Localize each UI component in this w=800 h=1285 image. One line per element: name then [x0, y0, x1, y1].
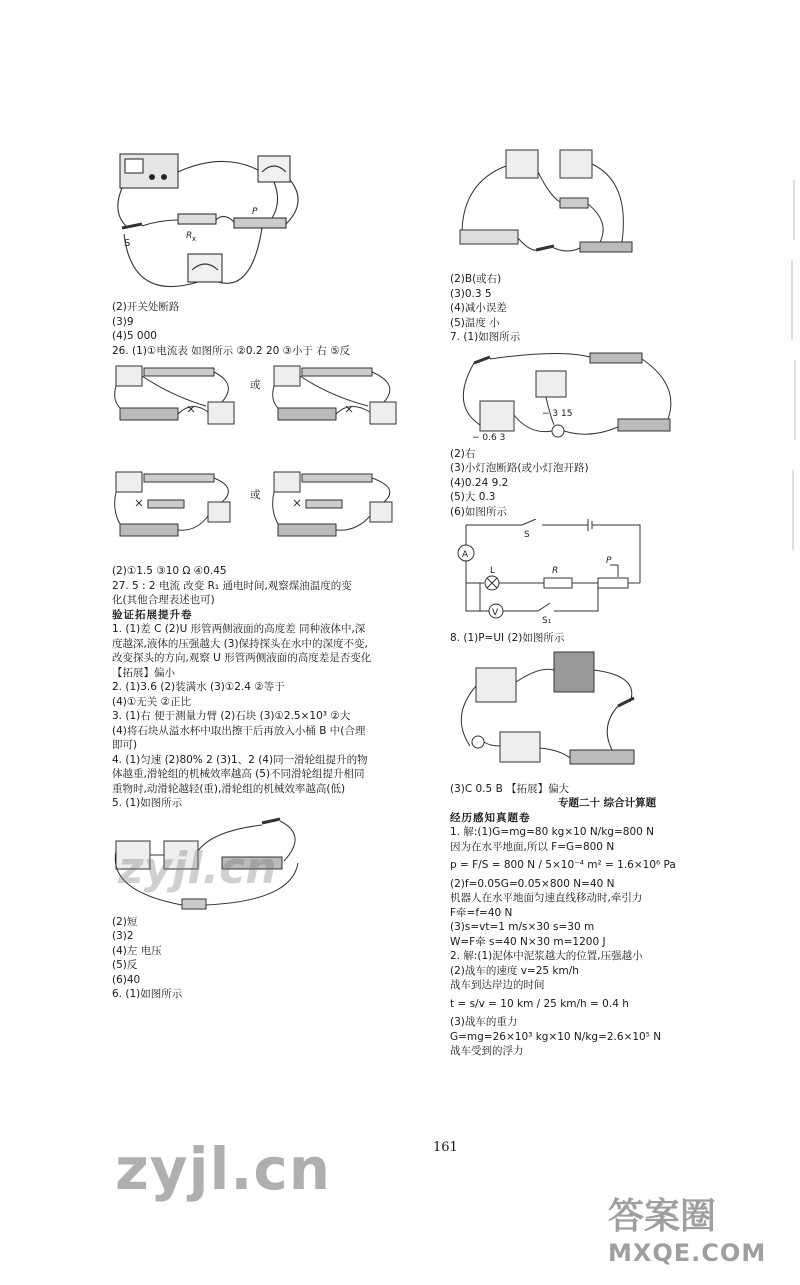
answer-c2-2: (2)战车的速度 v=25 km/h	[450, 964, 579, 977]
answer-25-3: (3)9	[112, 315, 134, 328]
answer-v2-a: 2. (1)3.6 (2)装满水 (3)①2.4 ②等于	[112, 681, 285, 693]
answer-c1-7: (3)s=vt=1 m/s×30 s=30 m	[450, 921, 595, 933]
answer-r7-6: (6)如图所示	[450, 505, 507, 518]
answer-v4-c: 重物时,动滑轮越轻(重),滑轮组的机械效率越高(低)	[112, 782, 346, 795]
section-title-experience: 经历感知真题卷	[450, 811, 531, 824]
schematic-label-r: R	[552, 566, 559, 576]
answer-v5-3: (3)2	[112, 930, 134, 942]
answer-r6-4: (4)减小误差	[450, 302, 507, 314]
fig25-label-r: R	[186, 231, 193, 241]
answer-r6-2: (2)B(或右)	[450, 273, 502, 285]
answer-v5-6: (6)40	[112, 973, 141, 986]
answer-v5-1: 5. (1)如图所示	[112, 797, 183, 809]
watermark-middle: zyjl.cn	[118, 843, 277, 894]
answer-r8-1: 8. (1)P=UI (2)如图所示	[450, 632, 565, 644]
answer-c2-4: t = s/v = 10 km / 25 km/h = 0.4 h	[450, 997, 629, 1010]
answer-v2-b: (4)①无关 ②正比	[112, 695, 192, 708]
watermark-corner-top: 答案圈	[608, 1196, 717, 1237]
answer-v1-c: 改变探头的方向,观察 U 形管两侧液面的高度差是否变化	[112, 652, 372, 664]
right-column	[450, 142, 700, 1059]
answer-r7-2: (2)右	[450, 447, 476, 460]
watermark-corner-bottom: MXQE.COM	[608, 1239, 767, 1267]
fig25-label-s: S	[124, 238, 131, 249]
or-label-1: 或	[250, 379, 261, 391]
answer-r7-3: (3)小灯泡断路(或小灯泡开路)	[450, 462, 589, 474]
answer-c1-5: 机器人在水平地面匀速直线移动时,牵引力	[450, 892, 643, 904]
schematic-label-p: P	[606, 556, 612, 566]
watermark-bottom: zyjl.cn	[115, 1135, 332, 1203]
answer-v4-a: 4. (1)匀速 (2)80% 2 (3)1、2 (4)同一滑轮组提升的物	[112, 753, 368, 766]
schematic-label-a: A	[462, 550, 469, 560]
circuit-figure-r8	[450, 646, 670, 782]
circuit-figure-26-b	[270, 360, 410, 440]
answer-r7-5: (5)大 0.3	[450, 491, 496, 503]
answer-c1-2: 因为在水平地面,所以 F=G=800 N	[450, 840, 615, 853]
circuit-figure-r6	[450, 142, 640, 272]
circuit-figure-26-d	[270, 466, 410, 550]
topic-title: 专题二十 综合计算题	[558, 797, 657, 809]
answer-c1-3: p = F/S = 800 N / 5×10⁻⁴ m² = 1.6×10⁶ Pa	[450, 859, 676, 871]
schematic-label-s: S	[524, 530, 530, 540]
fig25-label-rsub: x	[192, 235, 197, 243]
circuit-figure-r7	[450, 345, 700, 447]
answer-26-1: 26. (1)①电流表 如图所示 ②0.2 20 ③小于 右 ⑤反	[112, 344, 351, 357]
watermark-corner	[608, 1188, 788, 1278]
answer-r6-5: (5)温度 小	[450, 316, 500, 329]
answer-c1-1: 1. 解:(1)G=mg=80 kg×10 N/kg=800 N	[450, 826, 655, 838]
answer-v3-a: 3. (1)右 便于测量力臂 (2)石块 (3)①2.5×10³ ②大	[112, 710, 351, 722]
answer-v6-1: 6. (1)如图所示	[112, 988, 183, 1000]
circuit-schematic-r7	[450, 519, 650, 631]
schematic-label-l: L	[490, 566, 496, 576]
answer-c2-3: 战车到达岸边的时间	[450, 979, 545, 991]
answer-v4-b: 体越重,滑轮组的机械效率越高 (5)不同滑轮组提升相同	[112, 768, 365, 780]
answer-c1-4: (2)f=0.05G=0.05×800 N=40 N	[450, 877, 615, 890]
answer-r8-3: (3)C 0.5 B 【拓展】偏大	[450, 782, 570, 795]
circuit-figure-26-a	[112, 360, 242, 440]
page-edge-shadow	[784, 180, 800, 560]
answer-v1-b: 度越深,液体的压强越大 (3)保持探头在水中的深度不变,	[112, 637, 368, 650]
answer-c2-1: 2. 解:(1)泥体中泥浆越大的位置,压强越小	[450, 950, 643, 962]
answer-25-2: (2)开关处断路	[112, 301, 180, 313]
page-number: 161	[433, 1140, 458, 1155]
section-title-verify: 验证拓展提升卷	[112, 608, 193, 621]
answer-r7-1: 7. (1)如图所示	[450, 331, 521, 343]
answer-v3-b: (4)将石块从溢水杯中取出擦干后再放入小桶 B 中(合理	[112, 724, 366, 737]
answer-v5-5: (5)反	[112, 959, 138, 971]
answer-27-a: 27. 5 : 2 电流 改变 R₁ 通电时间,观察煤油温度的变	[112, 579, 352, 592]
answer-c1-6: F牵=f=40 N	[450, 906, 513, 919]
answer-v1-a: 1. (1)差 C (2)U 形管两侧液面的高度差 同种液体中,深	[112, 623, 366, 635]
schematic-label-s1: S₁	[542, 616, 552, 626]
meter-range-label-1: − 3 15	[542, 408, 573, 419]
answer-27-b: 化(其他合理表述也可)	[112, 594, 215, 606]
or-label-2: 或	[250, 489, 261, 501]
answer-c2-6: G=mg=26×10³ kg×10 N/kg=2.6×10⁵ N	[450, 1030, 662, 1043]
circuit-figure-25	[112, 142, 312, 300]
meter-range-label-2: − 0.6 3	[472, 432, 506, 443]
answer-v5-2: (2)短	[112, 915, 138, 928]
answer-v1-d: 【拓展】偏小	[112, 666, 175, 679]
answer-r6-3: (3)0.3 5	[450, 287, 492, 300]
fig25-label-p: P	[252, 207, 258, 217]
answer-c2-5: (3)战车的重力	[450, 1016, 518, 1028]
answer-c2-7: 战车受到的浮力	[450, 1045, 524, 1057]
answer-26-2: (2)①1.5 ③10 Ω ④0.45	[112, 565, 227, 577]
answer-r7-4: (4)0.24 9.2	[450, 476, 509, 489]
schematic-label-v: V	[492, 608, 499, 618]
circuit-figure-26-c	[112, 466, 242, 550]
answer-v3-c: 即可)	[112, 739, 138, 751]
answer-v5-4: (4)左 电压	[112, 944, 162, 957]
answer-c1-8: W=F牵 s=40 N×30 m=1200 J	[450, 935, 606, 948]
circuit-figure-26	[112, 358, 434, 564]
answer-25-4: (4)5 000	[112, 330, 157, 342]
